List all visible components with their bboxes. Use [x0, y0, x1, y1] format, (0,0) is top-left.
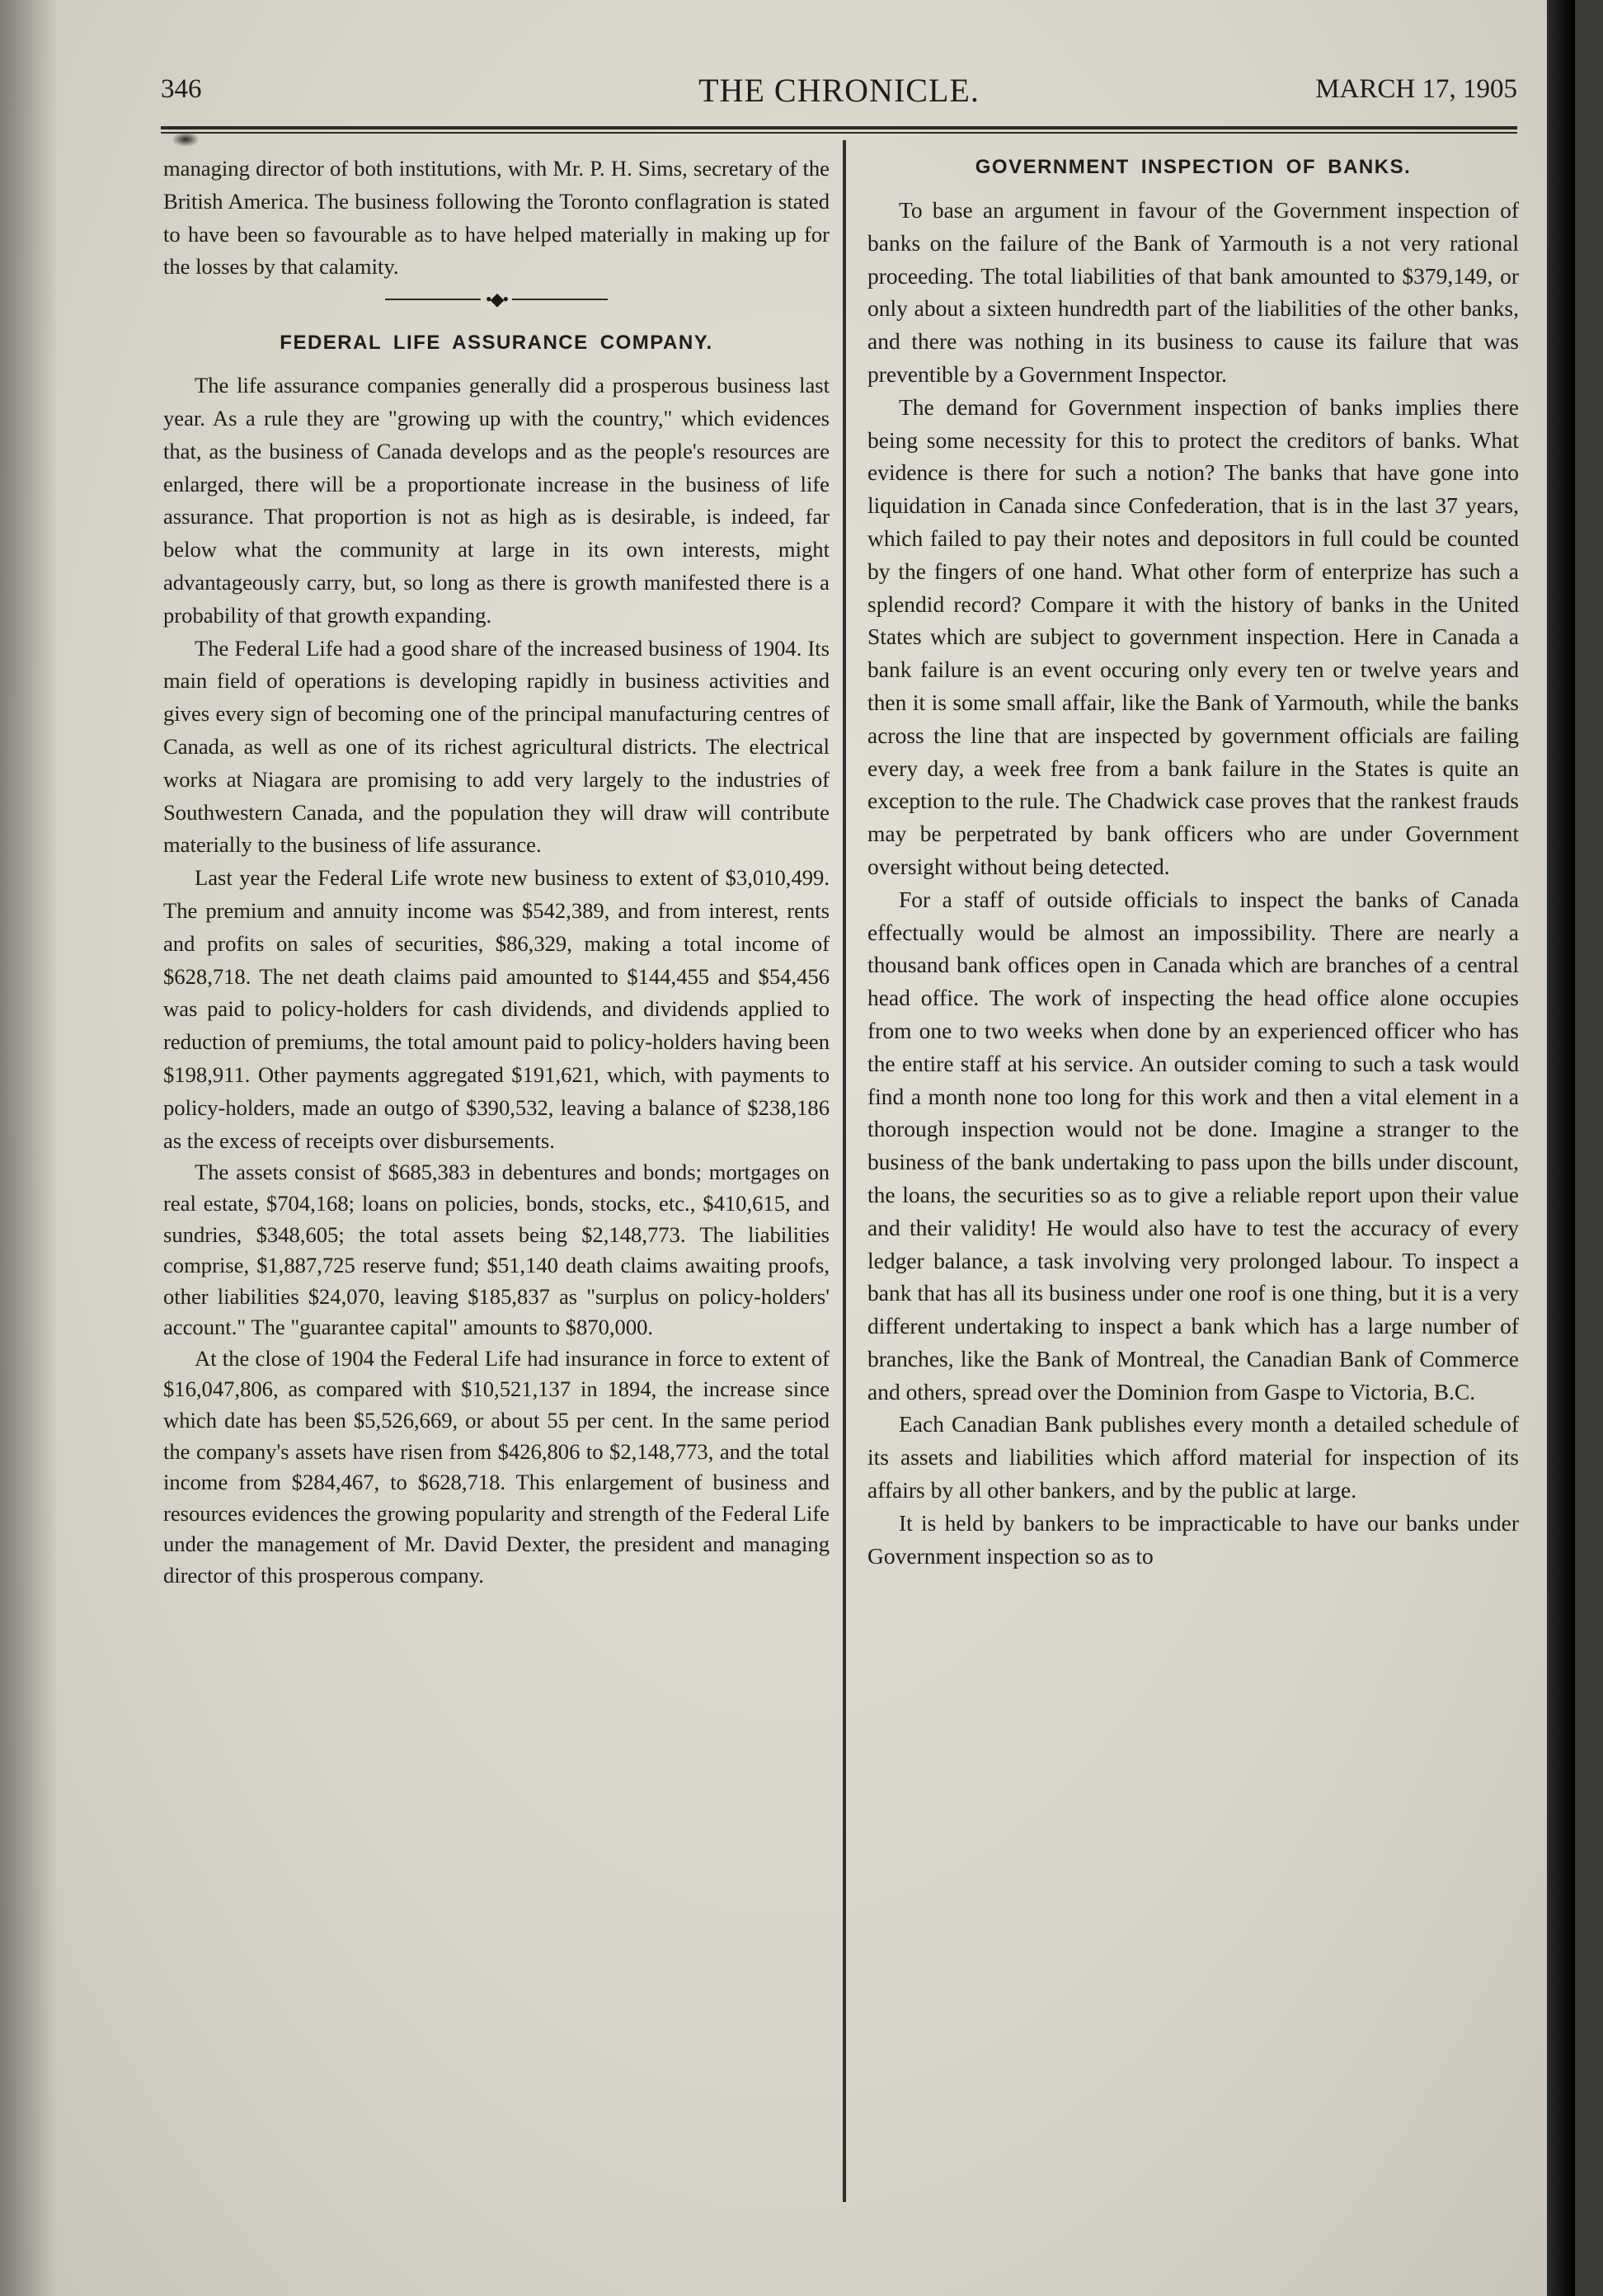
header-rule-thin [161, 132, 1517, 134]
header-rule [161, 126, 1517, 129]
article-paragraph: The assets consist of $685,383 in debentures and bonds; mortgages on real estate, $704,168; loans on policies, bonds, stocks, etc., $410,615, and sundries, $348,605; the total assets being $2,148,773. The liabilities comprise, $1,887,725 reserve fund; $51,140 death claims awaiting proofs, other liabilities $24,070, leaving $185,837 as "surplus on policy-holders' account." The "guarantee capital" amounts to $870,000. [163, 1160, 830, 1340]
article-paragraph: To base an argument in favour of the Government inspection of banks on the failure of the Bank of Yarmouth is a not very rational proceeding. The total liabilities of that bank amounted to $379,149, or only about a sixteen hundredth part of the liabilities of the other banks, and there was nothing in its business to cause its failure that was preventible by a Government Inspector. [867, 197, 1519, 387]
article-paragraph: At the close of 1904 the Federal Life had insurance in force to extent of $16,047,806, as compared with $10,521,137 in 1894, the increase since which date has been $5,526,669, or about 55 per cent. In the same period the company's assets have risen from $426,806 to $2,148,773, and the total income from $284,467, to $628,718. This enlargement of business and resources evidences the growing popularity and strength of the Federal Life under the management of Mr. David Dexter, the president and managing director of this prosperous company. [163, 1345, 830, 1588]
publication-title: THE CHRONICLE. [698, 72, 980, 109]
article-paragraph: Last year the Federal Life wrote new business to extent of $3,010,499. The premium and annuity income was $542,389, and from interest, rents and profits on sales of securities, $86,329, making a total income of $628,718. The net death claims paid amounted to $144,455 and $54,456 was paid to policy-holders for cash dividends, and dividends applied to reduction of premiums, the total amount paid to policy-holders having been $198,911. Other payments aggregated $191,621, which, with payments to policy-holders, made an outgo of $390,532, leaving a balance of $238,186 as the excess of receipts over disbursements. [163, 865, 830, 1153]
scan-edge [1547, 0, 1575, 2296]
article-paragraph: Each Canadian Bank publishes every month a detailed schedule of its assets and liabilities which afford material for inspection of its affairs by all other bankers, and by the public at large. [867, 1411, 1519, 1503]
article-paragraph: It is held by bankers to be impracticable to have our banks under Government inspection so as to [867, 1509, 1519, 1569]
article-paragraph: The demand for Government inspection of banks implies there being some necessity for this to protect the creditors of banks. What evidence is there for such a notion? The banks that have gone into liquidation in Canada since Confederation, that is in the last 37 years, which failed to pay their notes and depositors in full could be counted by the fingers of one hand. What other form of enterprize has such a splendid record? Compare it with the history of banks in the United States which are subject to government inspection. Here in Canada a bank failure is an event occuring only every ten or twelve years and then it is some small affair, like the Bank of Yarmouth, while the banks across the line that are inspected by government officials are failing every day, a week free from a bank failure in the States is quite an exception to the rule. The Chadwick case proves that the rankest frauds may be perpetrated by bank officers who are under Government oversight without being detected. [867, 393, 1519, 879]
divider-ornament: •◆• [481, 290, 512, 308]
issue-date: MARCH 17, 1905 [1315, 74, 1517, 104]
page-gutter-shadow [0, 0, 58, 2296]
article-paragraph: The Federal Life had a good share of the increased business of 1904. Its main field of operations is developing rapidly in business activities and gives every sign of becoming one of the principal manufacturing centres of Canada, as well as one of its richest agricultural districts. The electrical works at Niagara are promising to add very largely to the industries of Southwestern Canada, and the population they will draw will contribute materially to the business of life assurance. [163, 635, 830, 858]
article-paragraph: For a staff of outside officials to inspect the banks of Canada effectually would be almost an impossibility. There are nearly a thousand bank offices open in Canada which are branches of a central head office. The work of inspecting the head office alone occupies from one to two weeks when done by an experienced officer who has the entire staff at his service. An outsider coming to such a task would find a month none too long for this work and then a vital element in a thorough inspection would not be done. Imagine a stranger to the business of the bank undertaking to pass upon the bills under discount, the loans, the securities so as to give a reliable report upon their value and their validity! He would also have to test the accuracy of every ledger balance, a task involving very prolonged labour. To inspect a bank that has all its business under one roof is one thing, but it is a very different undertaking to inspect a bank which has a large number of branches, like the Bank of Montreal, the Canadian Bank of Commerce and others, spread over the Dominion from Gaspe to Victoria, B.C. [867, 886, 1519, 1404]
page-number: 346 [161, 74, 202, 104]
page-header [161, 68, 1517, 117]
continued-paragraph: managing director of both institutions, with Mr. P. H. Sims, secretary of the British America. The business following the Toronto conflagration is stated to have been so favourable as to have helped materially in making up for the losses by that calamity. [163, 156, 830, 280]
section-divider [385, 289, 608, 310]
right-column [867, 153, 1519, 1572]
ink-smudge [172, 132, 200, 147]
article-heading-bank-inspection: GOVERNMENT INSPECTION OF BANKS. [975, 156, 1412, 178]
article-paragraph: The life assurance companies generally did a prosperous business last year. As a rule they are "growing up with the country," which evidences that, as the business of Canada develops and as the people's resources are enlarged, there will be a proportionate increase in the business of life assurance. That proportion is not as high as is desirable, is indeed, far below what the community at large in its own interests, might advantageously carry, but, so long as there is growth manifested there is a probability of that growth expanding. [163, 373, 830, 628]
column-rule [843, 140, 846, 2202]
article-heading-federal-life: FEDERAL LIFE ASSURANCE COMPANY. [280, 332, 713, 355]
left-column [163, 153, 830, 1592]
